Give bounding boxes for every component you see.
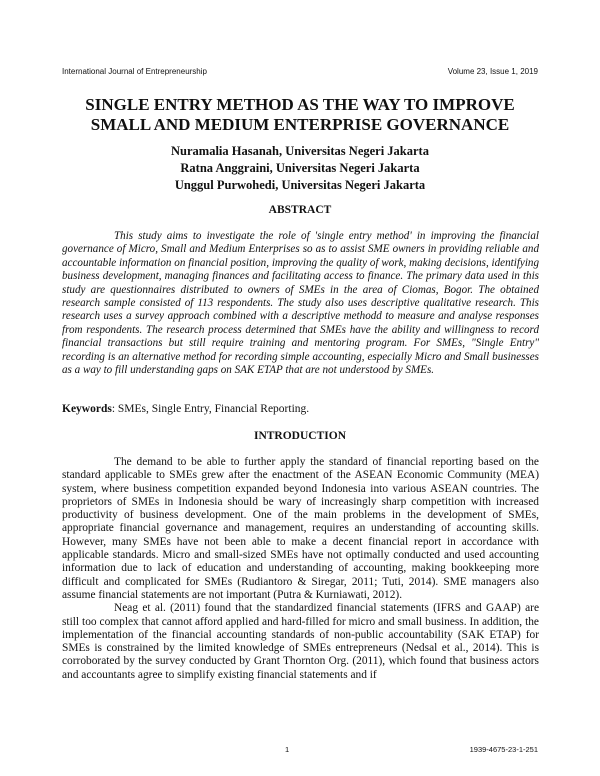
introduction-heading: INTRODUCTION	[253, 430, 346, 442]
author: Unggul Purwohedi, Universitas Negeri Jakarta	[174, 178, 426, 192]
page-number: 1	[285, 745, 290, 754]
abstract-text: This study aims to investigate the role of 'single entry method' in improving the financial governance of Micro, Small and Medium Enterprises so as to assist SME owners in providing reliable and accountable information on financial position, improving the quality of work, making decisions, identifying business development, managing finances and facilitating access to finance. The primary data used in this study are questionnaires distributed to owners of SMEs in the area of Ciomas, Bogor. The obtained research sample consisted of 113 respondents. The study also uses descriptive qualitative research. This research uses a survey approach combined with a descriptive methodd to measure and analyse responses from respondents. The research process determined that SMEs have the ability and willingness to record financial transactions but still require training and mentoring program. For SMEs, "Single Entry" recording is an alternative method for recording simple accounting, especially Micro and Small businesses as a way to fill understanding gaps on SAK ETAP that are not understood by SMEs.	[62, 230, 539, 377]
paper-title	[50, 95, 550, 135]
journal-name: International Journal of Entrepreneurship	[62, 67, 207, 76]
volume-issue: Volume 23, Issue 1, 2019	[447, 67, 538, 76]
introduction-body	[62, 456, 539, 682]
paragraph: The demand to be able to further apply the standard of financial reporting based on the standard applicable to SMEs grew after the enactment of the ASEAN Economic Community (MEA) system, where business competition expanded beyond Indonesia into various ASEAN countries. The proprietors of SMEs in Indonesia should be wary of increasingly sharp competition with increased productivity of business development. One of the main problems in the development of SMEs, appropriate financial governance and management, requires an understanding of accounting skills. However, many SMEs have not been able to make a decent financial report in accordance with applicable standards. Micro and small-sized SMEs have not optimally conducted and used accounting information due to lack of education and understanding of accounting, making bookkeeping more difficult and complicated for SMEs (Rudiantoro & Siregar, 2011; Tuti, 2014). SME managers also assume financial statements are not important (Putra & Kurniawati, 2012).	[62, 456, 539, 601]
paragraph: Neag et al. (2011) found that the standardized financial statements (IFRS and GAAP) are still too complex that cannot afford applied and hard-filled for micro and small business. In addition, the implementation of the financial accounting standards of non-public accountability (SAK ETAP) for SMEs is constrained by the limited knowledge of SMEs entrepreneurs (Nedsal et al., 2014). This is corroborated by the survey conducted by Grant Thornton Org. (2011), which found that business actors and accountants agree to simplify existing financial statements and if	[62, 602, 539, 681]
keywords	[62, 403, 309, 415]
title-line: SMALL AND MEDIUM ENTERPRISE GOVERNANCE	[90, 115, 510, 134]
keywords-label: Keywords	[62, 403, 112, 415]
author: Nuramalia Hasanah, Universitas Negeri Jakarta	[171, 144, 429, 158]
author: Ratna Anggraini, Universitas Negeri Jakarta	[180, 161, 420, 175]
document-id: 1939-4675-23-1-251	[469, 745, 538, 754]
keywords-text: : SMEs, Single Entry, Financial Reporting.	[111, 403, 310, 415]
running-header	[62, 67, 538, 76]
title-line: SINGLE ENTRY METHOD AS THE WAY TO IMPROVE	[85, 95, 515, 114]
author-list	[50, 143, 550, 194]
abstract-heading: ABSTRACT	[268, 204, 332, 216]
